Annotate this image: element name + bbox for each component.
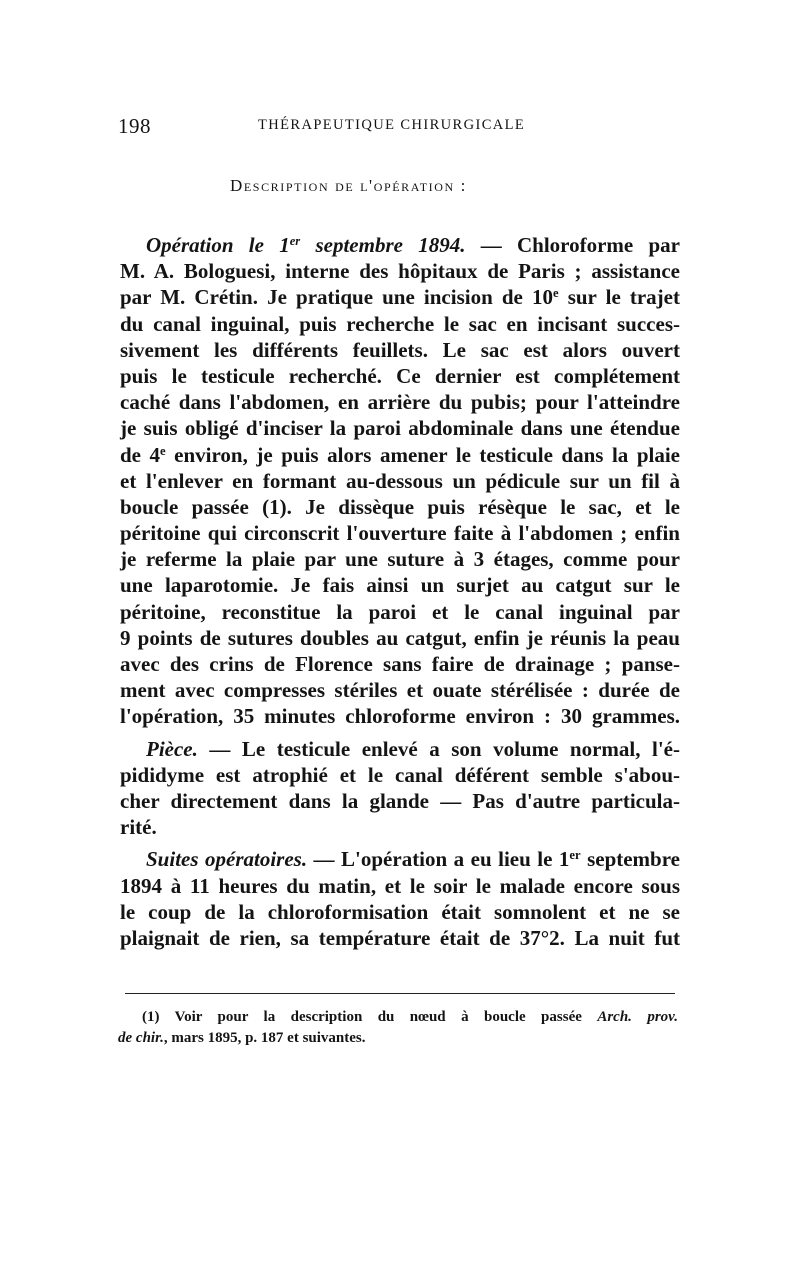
text-line: rité. — [120, 815, 157, 840]
text-line: plaignait de rien, sa température était de 37°2. La nuit fut — [120, 925, 680, 950]
italic-lead: Suites opératoires. — [146, 847, 308, 872]
italic-lead: Opération le 1 — [146, 233, 290, 257]
text-line: boucle passée (1). Je dissèque puis résèque le sac, et le — [120, 494, 680, 519]
text-line: 9 points de sutures doubles au catgut, enfin je réunis la peau — [120, 625, 680, 650]
text-line: Opération le 1er septembre 1894. — Chloroforme par — [146, 233, 681, 257]
footnote-rule — [125, 993, 675, 994]
italic-lead: Pièce. — [146, 736, 198, 761]
section-title: Description de l'opération : — [230, 176, 467, 195]
text-line: avec des crins de Florence sans faire de drainage ; panse- — [120, 652, 680, 676]
text-line: Suites opératoires. — L'opération a eu lieu le 1er septembre — [146, 847, 680, 872]
running-title: THÉRAPEUTIQUE CHIRURGICALE — [258, 117, 526, 133]
paragraph-piece — [120, 736, 680, 841]
text-line: Pièce. — Le testicule enlevé a son volume normal, l'é- — [146, 736, 680, 761]
text-line: je referme la plaie par une suture à 3 étages, comme pour — [120, 547, 680, 572]
text-line: ment avec compresses stériles et ouate stérélisée : durée de — [120, 678, 680, 703]
page-header — [118, 114, 674, 138]
text-line: le coup de la chloroformisation était somnolent et ne se — [120, 899, 680, 924]
text-line: cher directement dans la glande — Pas d'autre particula- — [120, 788, 680, 813]
text-line: puis le testicule recherché. Ce dernier est complétement — [120, 363, 680, 388]
text-line: je suis obligé d'inciser la paroi abdominale dans une étendue — [120, 416, 680, 441]
paragraph-operation — [120, 232, 680, 730]
footnote-line: (1) Voir pour la description du nœud à boucle passée Arch. prov. — [142, 1009, 679, 1025]
text-line: du canal inguinal, puis recherche le sac en incisant succes- — [120, 311, 680, 336]
text-line: 1894 à 11 heures du matin, et le soir le malade encore sous — [120, 873, 680, 898]
page-number: 198 — [118, 114, 151, 138]
text-line: l'opération, 35 minutes chloroforme environ : 30 grammes. — [120, 704, 680, 729]
text-line: pididyme est atrophié et le canal déférent semble s'abou- — [120, 762, 680, 787]
footnote — [118, 1007, 679, 1049]
text-line: sivement les différents feuillets. Le sac est alors ouvert — [120, 337, 680, 362]
text-line: caché dans l'abdomen, en arrière du pubis; pour l'atteindre — [120, 390, 680, 415]
body-text — [120, 232, 680, 951]
text-line: péritoine, reconstitue la paroi et le canal inguinal par — [120, 599, 680, 624]
text-line: par M. Crétin. Je pratique une incision de 10e sur le trajet — [120, 285, 680, 310]
text-line: M. A. Bologuesi, interne des hôpitaux de Paris ; assistance — [120, 259, 680, 284]
text-line: une laparotomie. Je fais ainsi un surjet au catgut sur le — [120, 573, 680, 598]
text-line: et l'enlever en formant au-dessous un pédicule sur un fil à — [120, 468, 680, 493]
paragraph-suites — [120, 846, 680, 951]
text-line: de 4e environ, je puis alors amener le testicule dans la plaie — [120, 442, 680, 467]
footnote-line: de chir., mars 1895, p. 187 et suivantes. — [118, 1030, 366, 1046]
text-line: péritoine qui circonscrit l'ouverture faite à l'abdomen ; enfin — [120, 521, 680, 546]
